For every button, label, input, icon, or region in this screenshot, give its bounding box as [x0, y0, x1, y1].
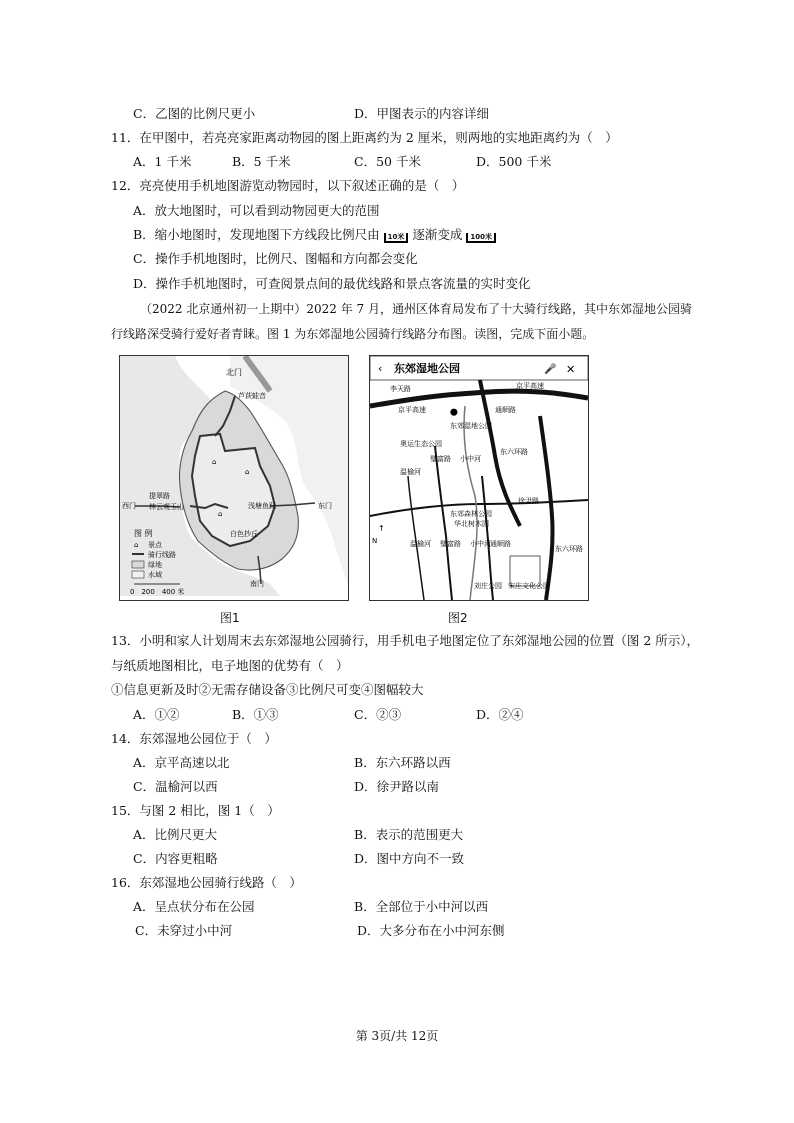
fig1-label-baise: 白色抄丘	[230, 530, 258, 538]
q13-option-c: C．②③	[354, 707, 402, 722]
q11-option-b: B．5 千米	[232, 154, 291, 169]
fig1-label-linyun: 林云观玉山	[149, 503, 184, 511]
fig2-label-bifu-2: 璧富路	[440, 540, 461, 548]
fig1-label-tixue: 提翠路	[149, 492, 170, 500]
q15-option-b: B．表示的范围更大	[354, 827, 464, 842]
fig1-label-north-gate: 北门	[226, 368, 242, 377]
viewpoint-icon: ⌂	[218, 510, 223, 518]
fig2-label-dongliu-1: 东六环路	[500, 448, 528, 456]
scale-bar-100m: 100米	[466, 233, 496, 243]
fig2-label-dongliu-2: 东六环路	[555, 545, 583, 553]
fig2-label-xuyin: 徐尹路	[518, 497, 539, 505]
scale-bar-10m: 10米	[384, 233, 409, 243]
back-arrow-icon: ‹	[378, 362, 383, 375]
fig2-label-jingping-west: 京平高速	[398, 406, 426, 414]
fig2-label-songzhuang: 宋庄文化公园	[508, 582, 550, 590]
q15-option-c: C．内容更粗略	[133, 851, 218, 866]
q15-stem: 15．与图 2 相比，图 1（ ）	[111, 803, 280, 818]
fig1-legend-item2: 骑行线路	[148, 551, 176, 559]
q14-stem: 14．东郊湿地公园位于（ ）	[111, 731, 277, 746]
q13-options-list: ①信息更新及时②无需存储设备③比例尺可变④图幅较大	[111, 682, 424, 697]
q14-option-c: C．温榆河以西	[133, 779, 218, 794]
q10-option-c: C．乙图的比例尺更小	[133, 106, 256, 121]
close-icon: ✕	[566, 363, 576, 376]
q14-option-d: D．徐尹路以南	[354, 779, 440, 794]
fig1-legend-item1: 景点	[148, 541, 162, 549]
q12-stem: 12．亮亮使用手机地图游览动物园时，以下叙述正确的是（ ）	[111, 178, 465, 193]
q15-option-d: D．图中方向不一致	[354, 851, 465, 866]
page-footer: 第 3页/共 12页	[355, 1029, 439, 1043]
north-arrow-icon: ↑	[378, 524, 385, 533]
fig1-label-west-gate: 西门	[122, 502, 136, 510]
q13-stem-line-1: 13．小明和家人计划周末去东郊湿地公园骑行，用手机电子地图定位了东郊湿地公园的位置（图 2 所示），	[111, 633, 700, 648]
q12-option-b-text: B．缩小地图时，发现地图下方线段比例尺由	[133, 227, 380, 242]
fig2-label-north: N	[372, 537, 378, 545]
fig2-label-forest: 东郊森林公园	[450, 510, 492, 518]
q11-stem: 11．在甲图中，若亮亮家距离动物园的图上距离约为 2 厘米，则两地的实地距离约为（ ）	[111, 130, 618, 145]
fig1-legend-item4: 水域	[148, 571, 162, 579]
figure-1-caption: 图1	[220, 611, 240, 625]
intro-line-1: （2022 北京通州初一上期中）2022 年 7 月，通州区体育局发布了十大骑行线路，其中东郊湿地公园骑	[140, 302, 692, 316]
fig2-label-park: 东郊湿地公园	[450, 422, 492, 430]
figure-1-svg	[120, 356, 348, 600]
q16-option-a: A．呈点状分布在公园	[133, 899, 255, 914]
fig1-legend-item3: 绿地	[148, 561, 162, 569]
fig2-label-aoyun: 奥运生态公园	[400, 440, 442, 448]
park-marker-icon: ⬤	[450, 408, 458, 416]
q14-option-b: B．东六环路以西	[354, 755, 451, 770]
fig1-label-lugui: 芦荻蛙音	[238, 392, 266, 400]
q16-option-b: B．全部位于小中河以西	[354, 899, 489, 914]
viewpoint-icon: ⌂	[134, 541, 139, 549]
legend-water-swatch	[132, 571, 144, 578]
q13-option-a: A．①②	[133, 707, 180, 722]
fig2-label-xiaozhong: 小中河	[460, 455, 481, 463]
q16-option-d: D．大多分布在小中河东侧	[357, 923, 505, 938]
q13-option-d: D．②④	[476, 707, 524, 722]
legend-green-swatch	[132, 561, 144, 568]
q11-option-d: D．500 千米	[476, 154, 552, 169]
q11-option-a: A．1 千米	[133, 154, 192, 169]
figure-2-phone-map	[369, 355, 589, 601]
fig2-label-wenyu-1: 温榆河	[400, 468, 421, 476]
fig2-label-huabei: 华北树木园	[454, 520, 489, 528]
fig2-label-jingping-east: 京平高速	[516, 382, 544, 390]
q12-option-d: D．操作手机地图时，可查阅景点间的最优线路和景点客流量的实时变化	[133, 276, 531, 291]
q12-option-a: A．放大地图时，可以看到动物园更大的范围	[133, 203, 380, 218]
fig1-legend-title: 图 例	[134, 529, 153, 538]
q13-option-b: B．①③	[232, 707, 279, 722]
fig2-label-wenyu-2: 温榆河	[410, 540, 431, 548]
fig2-label-tongshun: 通顺路	[495, 406, 516, 414]
fig1-label-qiantang: 浅塘鱼跃	[248, 502, 276, 510]
q16-option-c: C．未穿过小中河	[135, 923, 233, 938]
q16-stem: 16．东郊湿地公园骑行线路（ ）	[111, 875, 302, 890]
fig2-label-bifu: 璧富路	[430, 455, 451, 463]
q14-option-a: A．京平高速以北	[133, 755, 230, 770]
fig1-label-east-gate: 东门	[318, 502, 332, 510]
figure-2-caption: 图2	[448, 611, 468, 625]
viewpoint-icon: ⌂	[212, 458, 217, 466]
figure-1-park-map	[119, 355, 349, 601]
viewpoint-icon: ⌂	[245, 468, 250, 476]
q11-option-c: C．50 千米	[354, 154, 421, 169]
q15-option-a: A．比例尺更大	[133, 827, 218, 842]
fig2-label-xiaozhong-2: 小中河	[470, 540, 491, 548]
q13-stem-line-2: 与纸质地图相比，电子地图的优势有（ ）	[111, 658, 349, 673]
intro-line-2: 行线路深受骑行爱好者青睐。图 1 为东郊湿地公园骑行线路分布图。读图，完成下面小题。	[111, 327, 595, 341]
fig1-scale: 0 200 400 米	[130, 588, 185, 596]
fig2-label-litian: 李天路	[390, 385, 411, 393]
figure-2-svg	[370, 356, 588, 600]
fig2-label-liuzhuang: 刘庄公园	[474, 582, 502, 590]
map-search-title: 东郊湿地公园	[394, 362, 460, 375]
fig1-label-south-gate: 南门	[250, 580, 264, 588]
fig2-label-tongshun-2: 通顺路	[490, 540, 511, 548]
q12-option-b	[133, 227, 496, 243]
q10-option-d: D．甲图表示的内容详细	[354, 106, 490, 121]
microphone-icon: 🎤	[544, 364, 557, 375]
q12-option-c: C．操作手机地图时，比例尺、图幅和方向都会变化	[133, 251, 418, 266]
q12-option-b-mid: 逐渐变成	[412, 227, 463, 242]
